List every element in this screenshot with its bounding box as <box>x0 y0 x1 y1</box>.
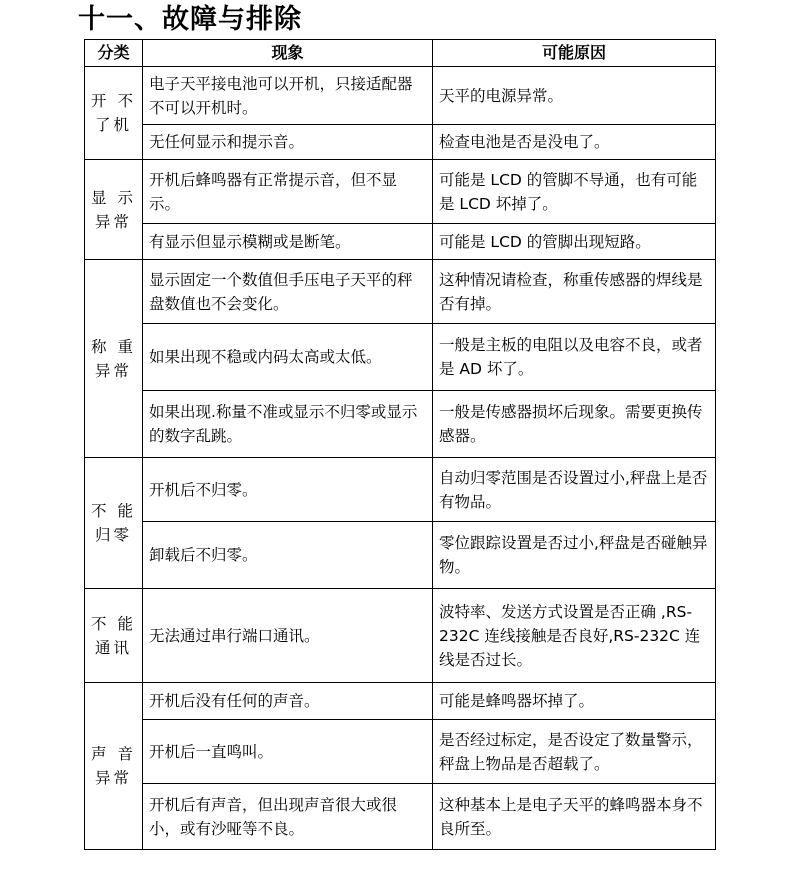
symptom-cell: 开机后一直鸣叫。 <box>143 720 433 784</box>
table-row <box>85 224 716 260</box>
symptom-cell: 卸载后不归零。 <box>143 522 433 589</box>
section-title: 十一、故障与排除 <box>78 4 302 35</box>
cause-cell: 一般是传感器损坏后现象。需要更换传感器。 <box>433 391 716 458</box>
cause-cell: 自动归零范围是否设置过小,秤盘上是否有物品。 <box>433 458 716 522</box>
symptom-cell: 无法通过串行端口通讯。 <box>143 589 433 683</box>
symptom-cell: 开机后蜂鸣器有正常提示音，但不显示。 <box>143 160 433 224</box>
table-row <box>85 720 716 784</box>
category-line: 异常 <box>94 361 132 380</box>
symptom-cell: 如果出现不稳或内码太高或太低。 <box>143 324 433 391</box>
table-row <box>85 458 716 522</box>
symptom-cell: 开机后没有任何的声音。 <box>143 683 433 720</box>
symptom-cell: 无任何显示和提示音。 <box>143 125 433 160</box>
table-header-row <box>85 40 716 67</box>
table-row <box>85 391 716 458</box>
table-row <box>85 160 716 224</box>
category-cell <box>85 260 143 458</box>
table-row <box>85 683 716 720</box>
category-line: 异常 <box>94 212 132 231</box>
cause-cell: 可能是 LCD 的管脚出现短路。 <box>433 224 716 260</box>
table-row <box>85 125 716 160</box>
category-line: 通讯 <box>94 638 132 657</box>
cause-cell: 是否经过标定，是否设定了数量警示，秤盘上物品是否超载了。 <box>433 720 716 784</box>
category-line: 显 示 <box>91 188 136 207</box>
category-line: 了机 <box>94 116 132 134</box>
header-symptom: 现象 <box>143 40 433 67</box>
table-row <box>85 522 716 589</box>
cause-cell: 波特率、发送方式设置是否正确 ,RS-232C 连线接触是否良好,RS-232C 连线是否过长。 <box>433 589 716 683</box>
category-line: 不 能 <box>91 502 136 520</box>
table-row <box>85 260 716 324</box>
symptom-cell: 有显示但显示模糊或是断笔。 <box>143 224 433 260</box>
header-cause: 可能原因 <box>433 40 716 67</box>
symptom-cell: 显示固定一个数值但手压电子天平的秤盘数值也不会变化。 <box>143 260 433 324</box>
category-line: 不 能 <box>91 614 136 633</box>
symptom-cell: 如果出现.称量不准或显示不归零或显示的数字乱跳。 <box>143 391 433 458</box>
symptom-cell: 电子天平接电池可以开机，只接适配器不可以开机时。 <box>143 67 433 125</box>
cause-cell: 检查电池是否是没电了。 <box>433 125 716 160</box>
header-category: 分类 <box>85 40 143 67</box>
category-line: 异常 <box>94 769 132 787</box>
category-line: 开 不 <box>91 92 136 110</box>
troubleshooting-table <box>84 39 716 850</box>
category-line: 称 重 <box>91 337 136 356</box>
cause-cell: 天平的电源异常。 <box>433 67 716 125</box>
category-line: 声 音 <box>91 745 136 763</box>
category-cell <box>85 160 143 260</box>
category-line: 归零 <box>94 526 132 544</box>
category-cell <box>85 683 143 850</box>
cause-cell: 可能是 LCD 的管脚不导通，也有可能是 LCD 坏掉了。 <box>433 160 716 224</box>
cause-cell: 零位跟踪设置是否过小,秤盘是否碰触异物。 <box>433 522 716 589</box>
symptom-cell: 开机后有声音，但出现声音很大或很小，或有沙哑等不良。 <box>143 784 433 850</box>
cause-cell: 这种基本上是电子天平的蜂鸣器本身不良所至。 <box>433 784 716 850</box>
table-row <box>85 324 716 391</box>
cause-cell: 可能是蜂鸣器坏掉了。 <box>433 683 716 720</box>
category-cell <box>85 589 143 683</box>
table-row <box>85 784 716 850</box>
category-cell <box>85 458 143 589</box>
category-cell <box>85 67 143 160</box>
symptom-cell: 开机后不归零。 <box>143 458 433 522</box>
table-row <box>85 67 716 125</box>
cause-cell: 一般是主板的电阻以及电容不良，或者是 AD 坏了。 <box>433 324 716 391</box>
table-row <box>85 589 716 683</box>
cause-cell: 这种情况请检查，称重传感器的焊线是否有掉。 <box>433 260 716 324</box>
